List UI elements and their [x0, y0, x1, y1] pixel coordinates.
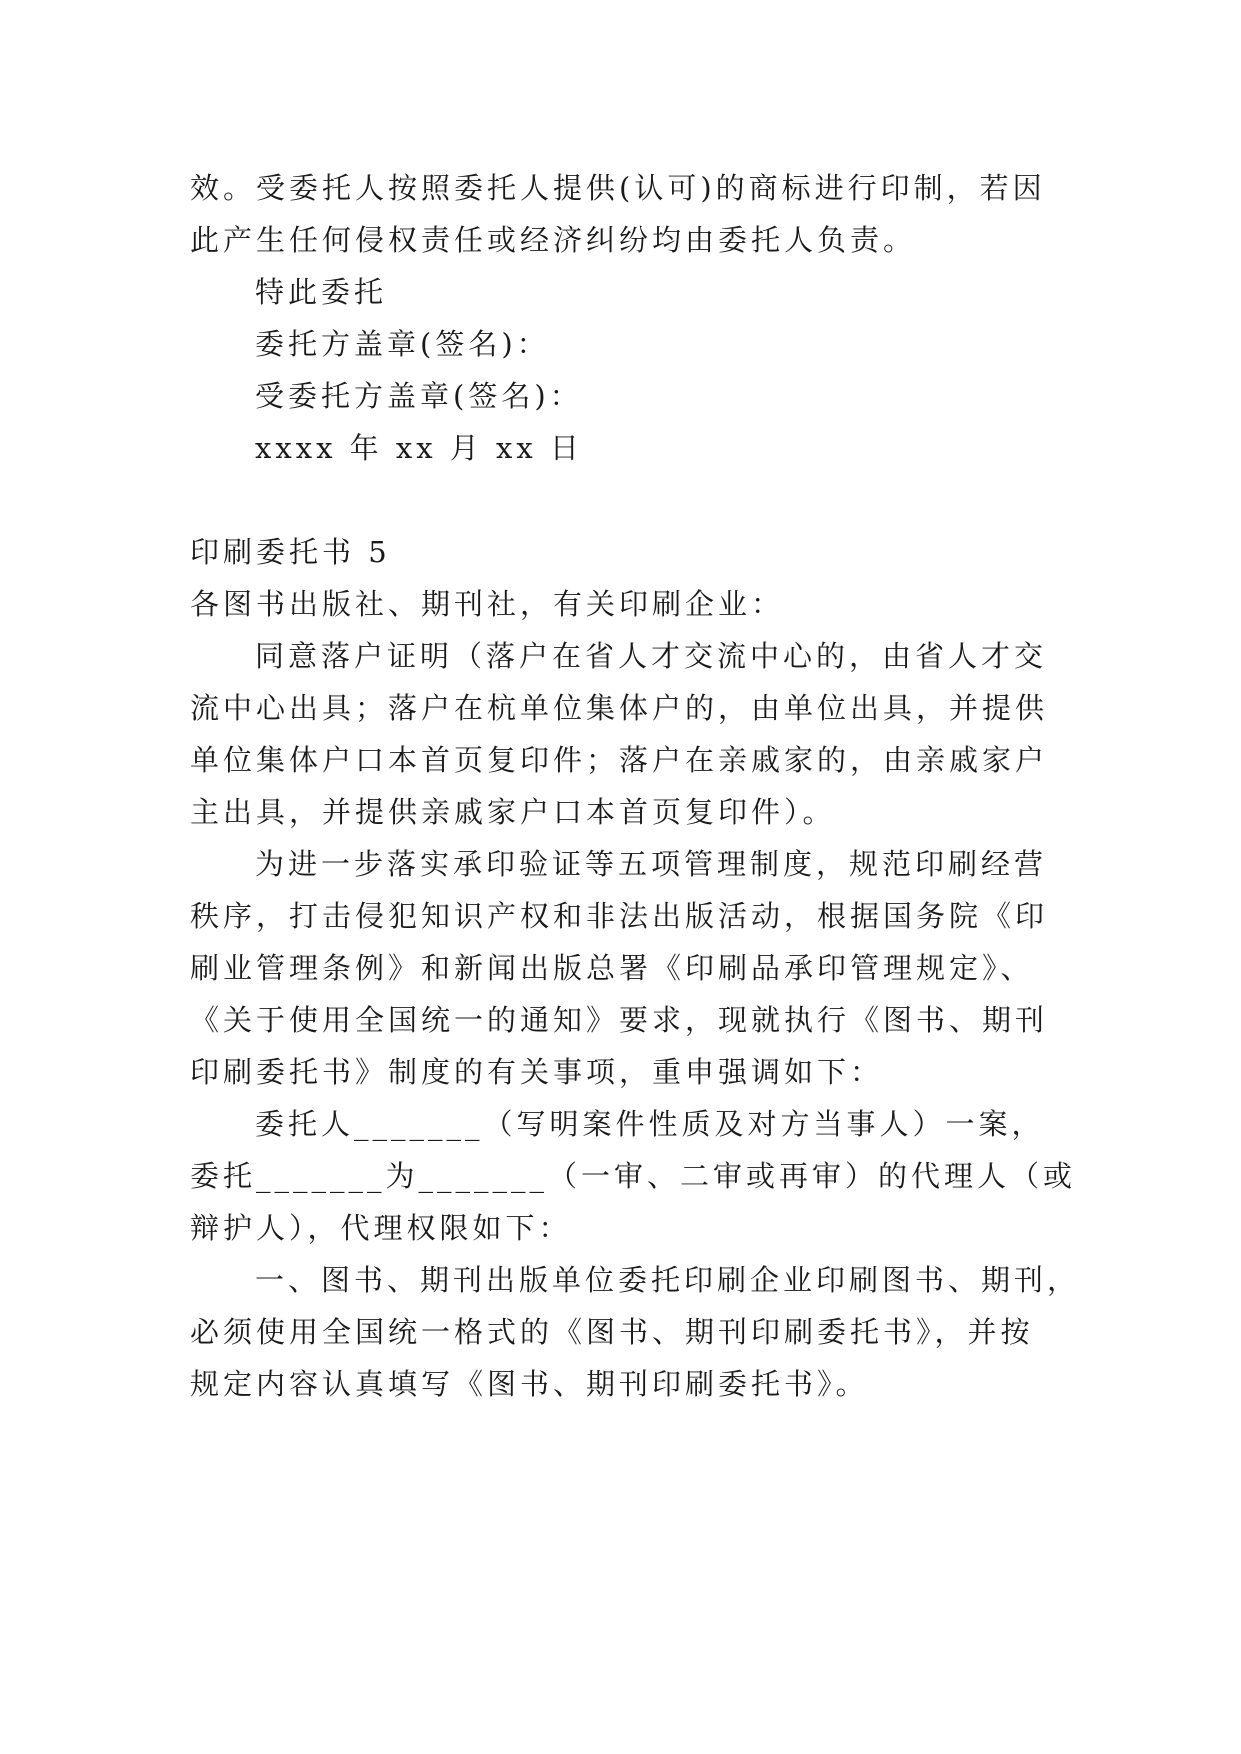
para1-line-3: 单位集体户口本首页复印件；落户在亲戚家的，由亲戚家户 [190, 743, 1049, 777]
para2-line-3: 刷业管理条例》和新闻出版总署《印刷品承印管理规定》、 [190, 951, 1034, 985]
section-title: 印刷委托书 5 [190, 535, 391, 569]
addressee-line: 各图书出版社、期刊社，有关印刷企业： [190, 587, 785, 621]
agent-seal-line: 受委托方盖章(签名)： [255, 379, 583, 413]
para2-line-1: 为进一步落实承印验证等五项管理制度，规范印刷经营 [255, 847, 1048, 881]
continuation-line-2: 此产生任何侵权责任或经济纠纷均由委托人负责。 [190, 223, 917, 257]
para4-line-3: 规定内容认真填写《图书、期刊印刷委托书》。 [190, 1367, 869, 1401]
para2-line-5: 印刷委托书》制度的有关事项，重申强调如下： [190, 1055, 884, 1089]
para1-line-1: 同意落户证明（落户在省人才交流中心的，由省人才交 [255, 639, 1048, 673]
para1-line-2: 流中心出具；落户在杭单位集体户的，由单位出具，并提供 [190, 691, 1049, 725]
section-spacer [190, 474, 1060, 526]
continuation-line-1: 效。受委托人按照委托人提供(认可)的商标进行印制，若因 [190, 171, 1046, 205]
para3-line-1: 委托人_______（写明案件性质及对方当事人）一案， [255, 1107, 1045, 1141]
closing-special: 特此委托 [255, 275, 388, 309]
para2-line-2: 秩序，打击侵犯知识产权和非法出版活动，根据国务院《印 [190, 899, 1049, 933]
client-seal-line: 委托方盖章(签名)： [255, 327, 550, 361]
para4-line-2: 必须使用全国统一格式的《图书、期刊印刷委托书》，并按 [190, 1315, 1034, 1349]
para3-line-3: 辩护人），代理权限如下： [190, 1211, 572, 1245]
para1-line-4: 主出具，并提供亲戚家户口本首页复印件）。 [190, 795, 836, 829]
date-line: xxxx 年 xx 月 xx 日 [255, 431, 583, 465]
para4-line-1: 一、图书、期刊出版单位委托印刷企业印刷图书、期刊， [255, 1263, 1081, 1297]
document-page [190, 162, 1081, 1410]
para3-line-2: 委托_______为_______（一审、二审或再审）的代理人（或 [190, 1159, 1077, 1193]
para2-line-4: 《关于使用全国统一的通知》要求，现就执行《图书、期刊 [190, 1003, 1049, 1037]
